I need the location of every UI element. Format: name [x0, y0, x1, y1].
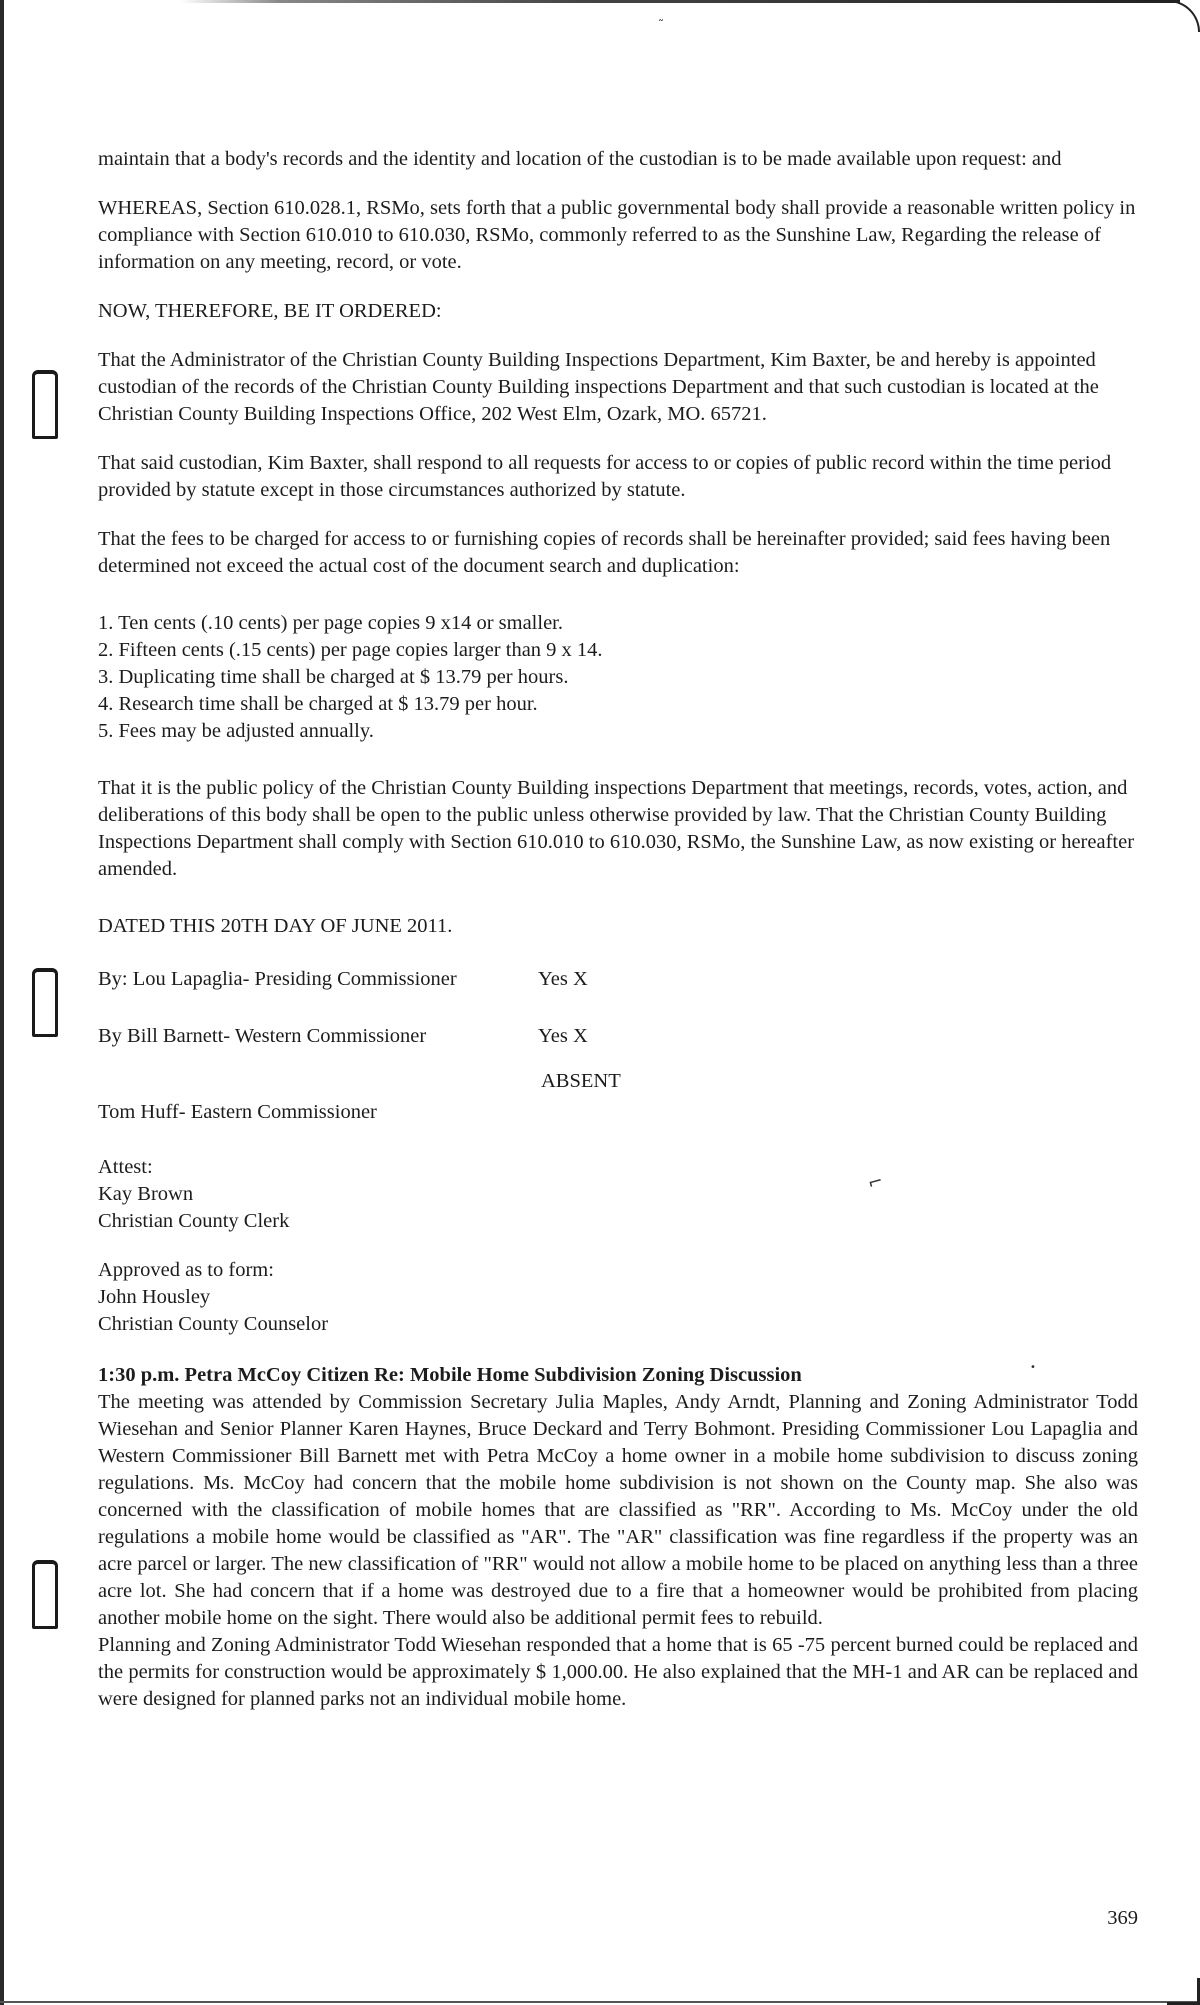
scan-edge-bottom	[0, 2001, 1200, 2003]
signature-row	[98, 1023, 1138, 1050]
paragraph-custodian-appointment: That the Administrator of the Christian County Building Inspections Department, Kim Baxter, be and hereby is appointed custodian of the records of the Christian County Building inspections Department and that such custodian is located at the Christian County Building Inspections Office, 202 West Elm, Ozark, MO. 65721.	[98, 349, 1099, 425]
binder-hole-3	[32, 1560, 58, 1629]
scan-edge-left	[0, 0, 4, 2005]
fee-list-item: 3. Duplicating time shall be charged at $ 13.79 per hours.	[98, 666, 569, 688]
attest-block	[98, 1154, 1138, 1235]
paragraph-public-policy: That it is the public policy of the Christian County Building inspections Department that meetings, records, votes, action, and deliberations of this body shall be open to the public unless otherwise provided by law. That the Christian County Building Inspections Department shall comply with Section 610.010 to 610.030, RSMo, the Sunshine Law, as now existing or hereafter amended.	[98, 777, 1135, 880]
dated-line: DATED THIS 20TH DAY OF JUNE 2011.	[98, 915, 453, 937]
scan-corner-top-right	[1138, 0, 1200, 32]
paragraph-records-identity: maintain that a body's records and the identity and location of the custodian is to be made available upon request: and	[98, 148, 1062, 170]
attest-label: Attest:	[98, 1156, 153, 1178]
paragraph-now-therefore: NOW, THEREFORE, BE IT ORDERED:	[98, 300, 442, 322]
signature-name: By: Lou Lapaglia- Presiding Commissioner	[98, 968, 457, 990]
paragraph-custodian-response: That said custodian, Kim Baxter, shall respond to all requests for access to or copies of public record within the time period provided by statute except in those circumstances authorized by statute.	[98, 452, 1112, 501]
approved-label: Approved as to form:	[98, 1259, 274, 1281]
fee-list-item: 5. Fees may be adjusted annually.	[98, 720, 374, 742]
page-number: 369	[1107, 1907, 1138, 1929]
paragraph-fees: That the fees to be charged for access to or furnishing copies of records shall be hereinafter provided; said fees having been determined not exceed the actual cost of the document search and duplication:	[98, 528, 1111, 577]
document-body	[98, 146, 1138, 1713]
binder-hole-1	[32, 370, 58, 439]
approved-name: John Housley	[98, 1286, 211, 1308]
stray-mark-top: ˜	[658, 18, 664, 32]
section-paragraph: Planning and Zoning Administrator Todd Wiesehan responded that a home that is 65 -75 percent burned could be replaced and the permits for construction would be approximately $ 1,000.00. He also explained that the MH-1 and AR can be replaced and were designed for planned parks not an individual mobile home.	[98, 1634, 1138, 1710]
fee-list-item: 2. Fifteen cents (.15 cents) per page copies larger than 9 x 14.	[98, 639, 603, 661]
scan-edge-top	[180, 0, 1180, 3]
stray-mark-dot: •	[1030, 1362, 1036, 1373]
binder-hole-2	[32, 968, 58, 1037]
approved-title: Christian County Counselor	[98, 1313, 329, 1335]
fee-list	[98, 610, 1138, 745]
absent-label: ABSENT	[541, 1070, 621, 1092]
scan-corner-bottom-right	[1167, 1978, 1200, 2005]
section-heading: 1:30 p.m. Petra McCoy Citizen Re: Mobile Home Subdivision Zoning Discussion	[98, 1364, 802, 1386]
absent-commissioner: Tom Huff- Eastern Commissioner	[98, 1101, 377, 1123]
signature-vote: Yes X	[538, 1025, 588, 1047]
signature-name: By Bill Barnett- Western Commissioner	[98, 1025, 427, 1047]
attest-title: Christian County Clerk	[98, 1210, 290, 1232]
signature-vote: Yes X	[538, 968, 588, 990]
fee-list-item: 4. Research time shall be charged at $ 13.79 per hour.	[98, 693, 538, 715]
fee-list-item: 1. Ten cents (.10 cents) per page copies 9 x14 or smaller.	[98, 612, 563, 634]
paragraph-whereas: WHEREAS, Section 610.028.1, RSMo, sets forth that a public governmental body shall provide a reasonable written policy in compliance with Section 610.010 to 610.030, RSMo, commonly referred to as the Sunshine Law, Regarding the release of information on any meeting, record, or vote.	[98, 197, 1136, 273]
attest-name: Kay Brown	[98, 1183, 194, 1205]
approved-block	[98, 1257, 1138, 1338]
stray-mark-pen: ⌐	[865, 1170, 886, 1195]
signature-row	[98, 966, 1138, 993]
section-paragraph: The meeting was attended by Commission Secretary Julia Maples, Andy Arndt, Planning and Zoning Administrator Todd Wiesehan and Senior Planner Karen Haynes, Bruce Deckard and Terry Bohmont. Presiding Commissioner Lou Lapaglia and Western Commissioner Bill Barnett met with Petra McCoy a home owner in a mobile home subdivision to discuss zoning regulations. Ms. McCoy had concern that the mobile home subdivision is not shown on the County map. She also was concerned with the classification of mobile homes that are classified as "RR". According to Ms. McCoy under the old regulations a mobile home would be classified as "AR". The "AR" classification was fine regardless if the property was an acre parcel or larger. The new classification of "RR" would not allow a mobile home to be placed on anything less than a three acre lot. She had concern that if a home was destroyed due to a fire that a homeowner would be prohibited from placing another mobile home on the sight. There would also be additional permit fees to rebuild.	[98, 1391, 1138, 1629]
